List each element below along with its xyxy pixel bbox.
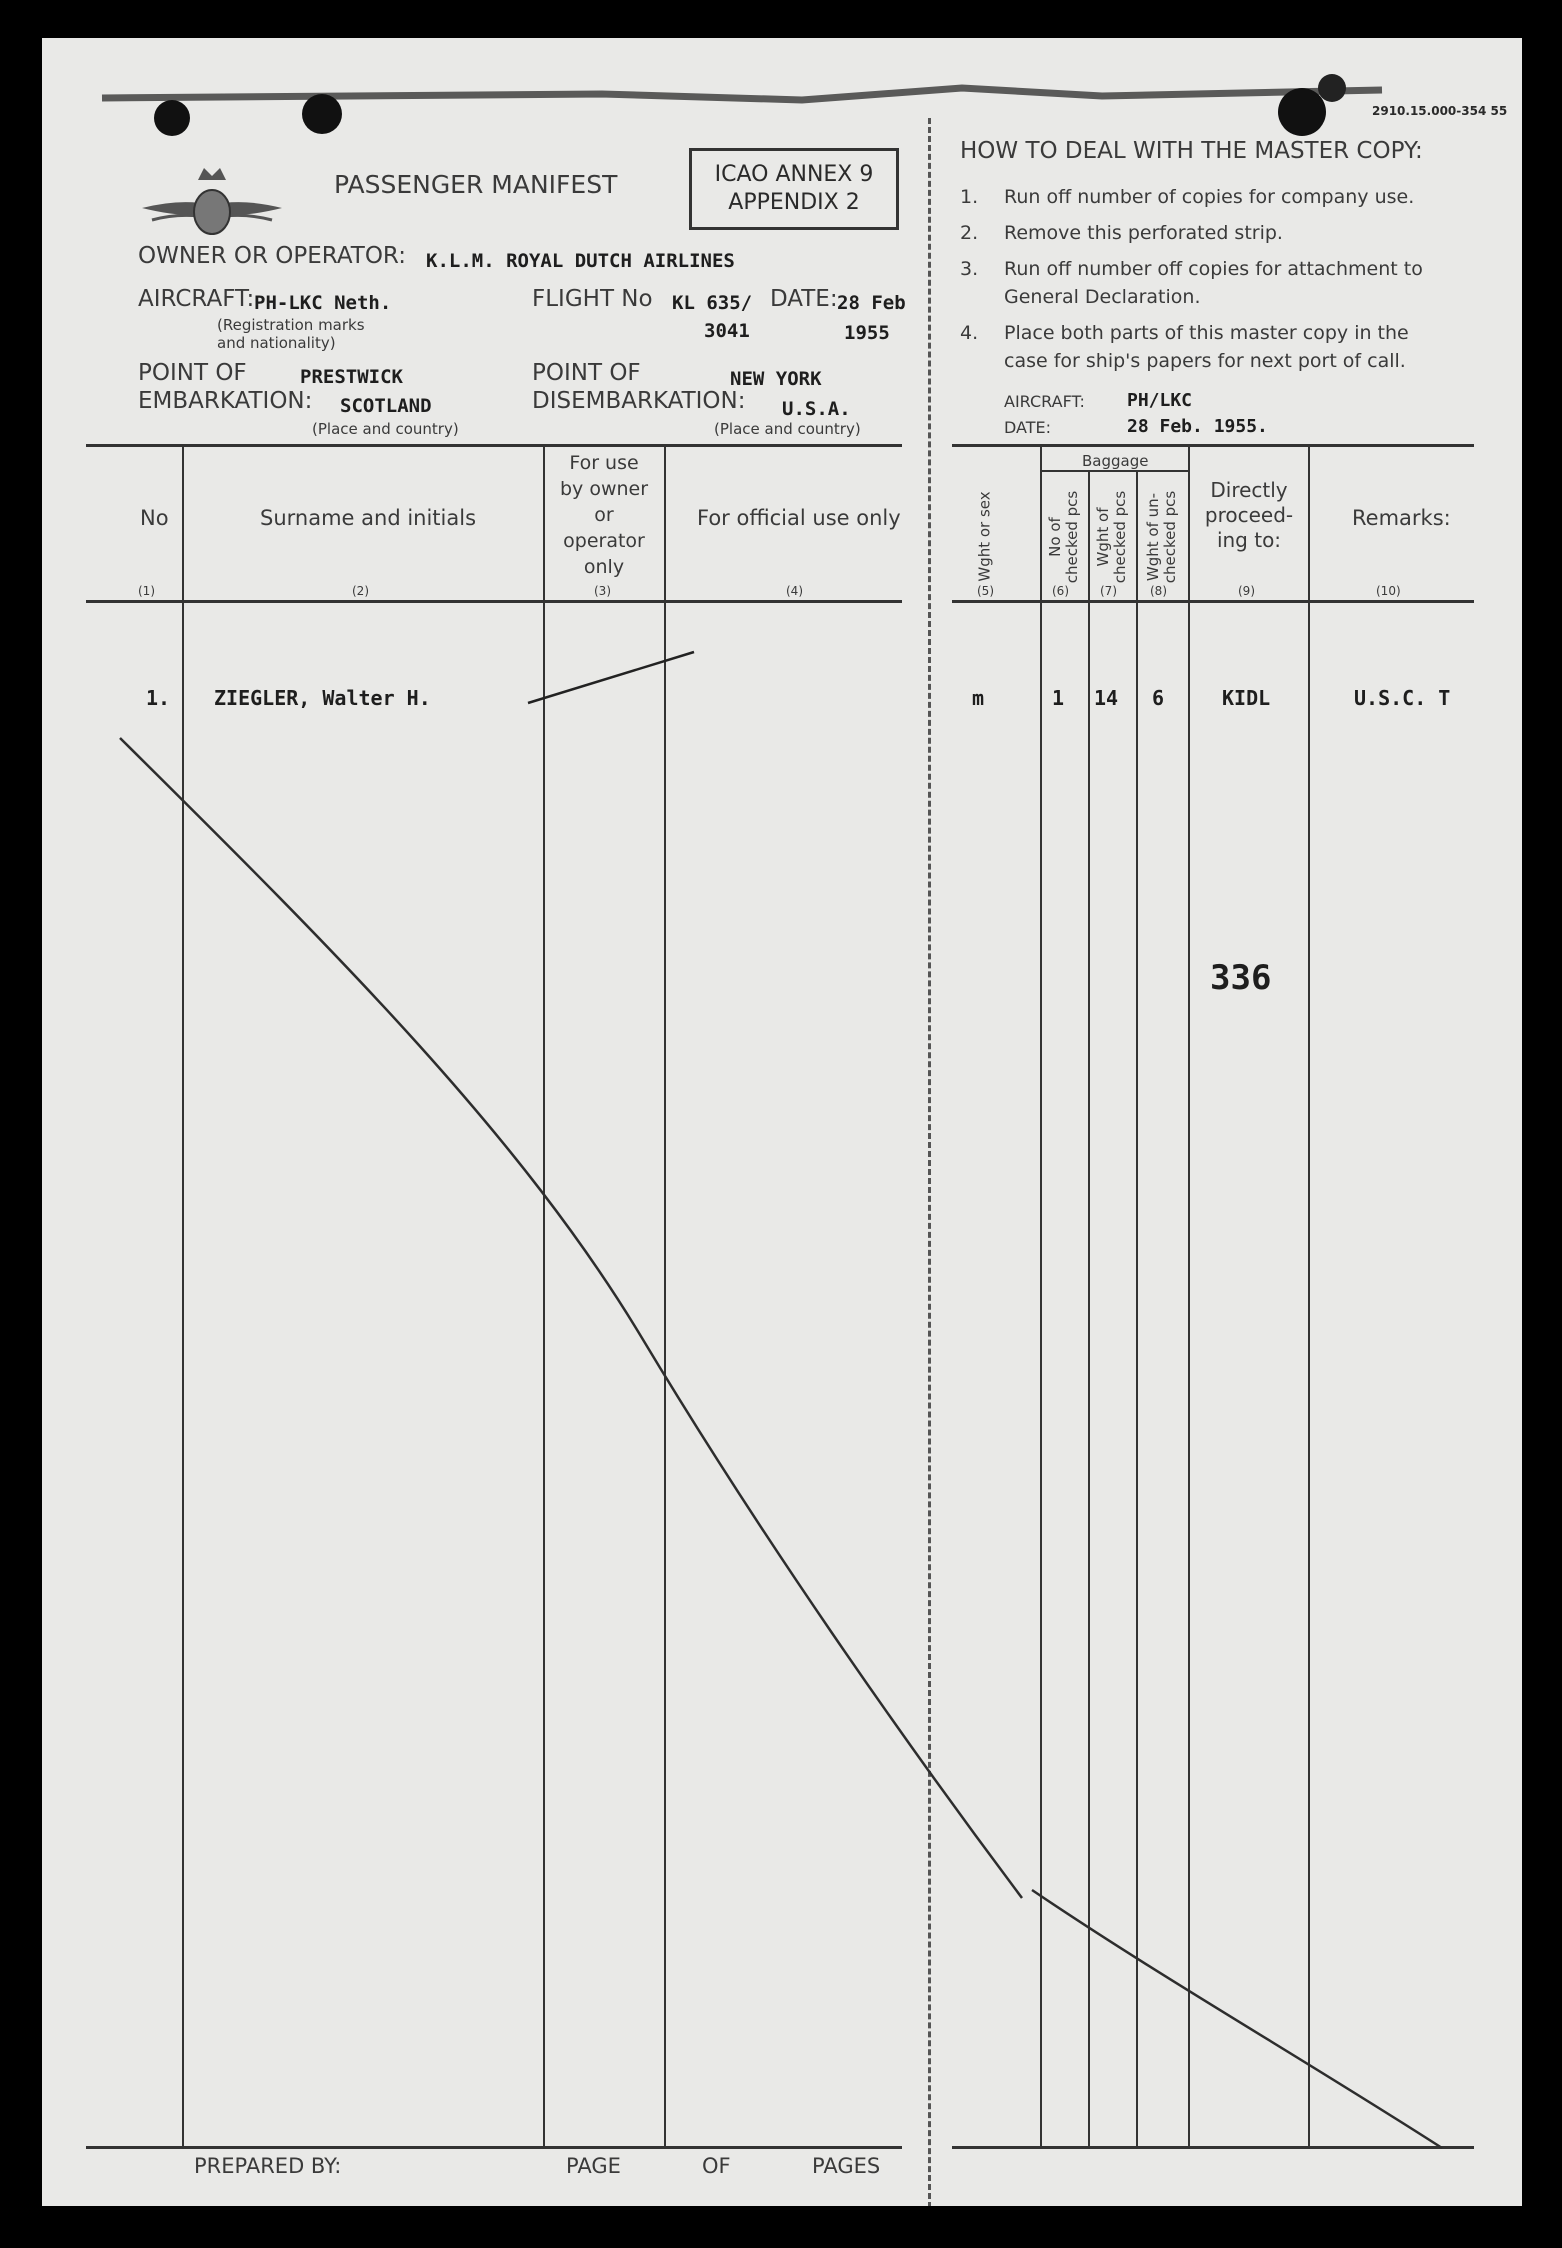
- aircraft-value: PH-LKC Neth.: [254, 292, 392, 314]
- embarkation-value-2: SCOTLAND: [340, 395, 432, 417]
- disembarkation-value-2: U.S.A.: [782, 398, 851, 420]
- col-wght-checked-1: Wght of: [1094, 507, 1112, 567]
- instruction-4-text-2: case for ship's papers for next port of call.: [1004, 350, 1406, 372]
- flight-label: FLIGHT No: [532, 286, 653, 312]
- icao-line-2: APPENDIX 2: [728, 190, 860, 215]
- instruction-3-num: 3.: [960, 258, 979, 280]
- col-num-3: (3): [594, 584, 611, 598]
- instruction-3-text: Run off number off copies for attachment to: [1004, 258, 1423, 280]
- col-num-2: (2): [352, 584, 369, 598]
- col-remarks: Remarks:: [1352, 506, 1451, 530]
- pages-label: PAGES: [812, 2154, 881, 2178]
- disembarkation-value-1: NEW YORK: [730, 368, 822, 390]
- disembarkation-label-2: DISEMBARKATION:: [532, 388, 746, 414]
- of-label: OF: [702, 2154, 731, 2178]
- col-checked-pcs-2: checked pcs: [1063, 490, 1081, 584]
- instructions-title: HOW TO DEAL WITH THE MASTER COPY:: [960, 138, 1423, 164]
- aircraft-note-2: and nationality): [217, 334, 336, 352]
- page-label: PAGE: [566, 2154, 621, 2178]
- embarkation-value-1: PRESTWICK: [300, 366, 403, 388]
- manifest-page: [42, 38, 1522, 2206]
- col-num-4: (4): [786, 584, 803, 598]
- col-wght-checked-2: checked pcs: [1111, 490, 1129, 584]
- col-owner-use-4: operator: [563, 530, 645, 552]
- stamp-number: 336: [1210, 958, 1272, 998]
- row-1-remarks: U.S.C. T: [1354, 686, 1451, 710]
- col-baggage: Baggage: [1082, 452, 1149, 470]
- embarkation-label-2: EMBARKATION:: [138, 388, 313, 414]
- instruction-4-text: Place both parts of this master copy in the: [1004, 322, 1409, 344]
- flight-value-2: 3041: [704, 320, 750, 342]
- row-1-no: 1.: [146, 686, 171, 710]
- col-checked-pcs-1: No of: [1046, 517, 1064, 557]
- col-owner-use-2: by owner: [559, 478, 649, 500]
- col-no: No: [140, 506, 169, 530]
- col-proceeding-2: proceed-: [1204, 503, 1294, 527]
- embarkation-note: (Place and country): [312, 420, 459, 438]
- aircraft-label: AIRCRAFT:: [138, 286, 255, 312]
- owner-label: OWNER OR OPERATOR:: [138, 243, 406, 269]
- row-1-checked: 1: [1052, 686, 1065, 710]
- instructions-date-label: DATE:: [1004, 418, 1052, 437]
- cancel-strokes: [42, 38, 1522, 2206]
- col-proceeding-1: Directly: [1210, 478, 1288, 502]
- row-1-sex: m: [972, 686, 985, 710]
- col-num-7: (7): [1100, 584, 1117, 598]
- flight-value-1: KL 635/: [672, 292, 753, 314]
- row-1-proceeding: KIDL: [1222, 686, 1271, 710]
- manifest-title: PASSENGER MANIFEST: [334, 170, 618, 199]
- instruction-4-num: 4.: [960, 322, 979, 344]
- flight-date-2: 1955: [844, 322, 890, 344]
- col-owner-use-1: For use: [569, 452, 639, 474]
- instructions-aircraft-value: PH/LKC: [1127, 390, 1193, 411]
- disembarkation-label-1: POINT OF: [532, 360, 641, 386]
- col-num-5: (5): [977, 584, 994, 598]
- instruction-1-text: Run off number of copies for company use.: [1004, 186, 1415, 208]
- row-1-wght: 14: [1094, 686, 1119, 710]
- col-proceeding-3: ing to:: [1216, 528, 1282, 552]
- row-1-unchecked: 6: [1152, 686, 1165, 710]
- instruction-2-num: 2.: [960, 222, 979, 244]
- instructions-date-value: 28 Feb. 1955.: [1127, 416, 1268, 437]
- icao-line-1: ICAO ANNEX 9: [714, 162, 874, 187]
- flight-date-label: DATE:: [770, 286, 838, 312]
- instruction-2-text: Remove this perforated strip.: [1004, 222, 1283, 244]
- disembarkation-note: (Place and country): [714, 420, 861, 438]
- instruction-1-num: 1.: [960, 186, 979, 208]
- col-official: For official use only: [697, 506, 901, 530]
- col-num-9: (9): [1238, 584, 1255, 598]
- col-wght-unchecked-2: checked pcs: [1161, 490, 1179, 584]
- instruction-3-text-2: General Declaration.: [1004, 286, 1201, 308]
- owner-value: K.L.M. ROYAL DUTCH AIRLINES: [426, 250, 735, 272]
- col-surname: Surname and initials: [260, 506, 477, 530]
- col-num-10: (10): [1376, 584, 1401, 598]
- col-wght-sex: Wght or sex: [975, 491, 994, 582]
- col-owner-use-5: only: [583, 556, 625, 578]
- instructions-aircraft-label: AIRCRAFT:: [1004, 392, 1085, 411]
- prepared-by-label: PREPARED BY:: [194, 2154, 342, 2178]
- col-wght-unchecked-1: Wght of un-: [1144, 492, 1162, 582]
- col-num-8: (8): [1150, 584, 1167, 598]
- form-code: 2910.15.000-354 55: [1372, 104, 1508, 118]
- col-num-6: (6): [1052, 584, 1069, 598]
- aircraft-note-1: (Registration marks: [217, 316, 365, 334]
- row-1-name: ZIEGLER, Walter H.: [214, 686, 431, 710]
- col-num-1: (1): [138, 584, 155, 598]
- embarkation-label-1: POINT OF: [138, 360, 247, 386]
- flight-date-1: 28 Feb: [837, 292, 906, 314]
- col-owner-use-3: or: [594, 504, 614, 526]
